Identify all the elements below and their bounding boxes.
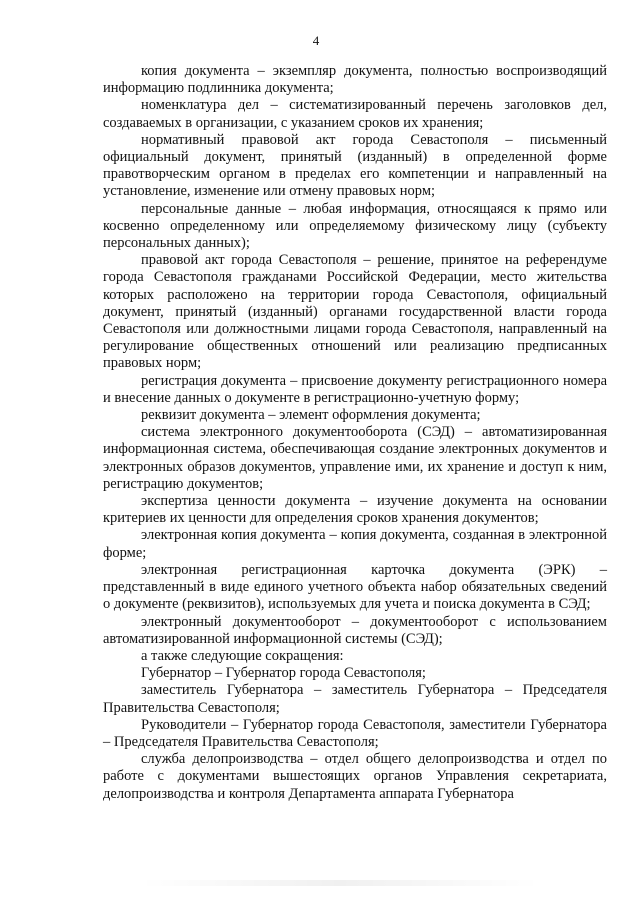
definition-paragraph: правовой акт города Севастополя – решение, принятое на референдуме города Севастополя гражданами Российской Федерации, место жительства которых расположено на территории города Севастополя, официальный документ, принятый (изданный) органами государственной власти города Севастополя или должностными лицами города Севастополя, направленный на регулирование общественных отношений или реализацию предписанных правовых норм;: [103, 252, 607, 372]
definition-paragraph: персональные данные – любая информация, относящаяся к прямо или косвенно определенному или определяемому физическому лицу (субъекту персональных данных);: [103, 200, 607, 252]
definition-paragraph: электронная регистрационная карточка документа (ЭРК) – представленный в виде единого учетного объекта набор обязательных сведений о документе (реквизитов), используемых для учета и поиска документа в СЭД;: [103, 561, 607, 613]
abbreviations-intro: а также следующие сокращения:: [141, 647, 344, 664]
abbreviation-paragraph: Руководители – Губернатор города Севастополя, заместители Губернатора – Председателя Правительства Севастополя;: [103, 716, 607, 750]
definition-paragraph: электронный документооборот – документооборот с использованием автоматизированной информационной системы (СЭД);: [103, 613, 607, 647]
abbreviation-paragraph: служба делопроизводства – отдел общего делопроизводства и отдел по работе с документами вышестоящих органов Управления секретариата, делопроизводства и контроля Департамента аппарата Губернатора: [103, 751, 607, 802]
page-number: 4: [312, 33, 320, 48]
definition-paragraph: регистрация документа – присвоение документу регистрационного номера и внесение данных о документе в регистрационно-учетную форму;: [103, 372, 607, 406]
definition-paragraph: копия документа – экземпляр документа, полностью воспроизводящий информацию подлинника документа;: [103, 63, 607, 97]
document-body: [103, 63, 607, 803]
definition-paragraph: номенклатура дел – систематизированный перечень заголовков дел, создаваемых в организации, с указанием сроков их хранения;: [103, 97, 607, 131]
definition-paragraph: экспертиза ценности документа – изучение документа на основании критериев их ценности для определения сроков хранения документов;: [103, 493, 607, 527]
abbreviation-paragraph: Губернатор – Губернатор города Севастополя;: [141, 665, 426, 682]
definition-paragraph: нормативный правовой акт города Севастополя – письменный официальный документ, принятый (изданный) в определенной форме правотворческим органом в пределах его компетенции и направленный на установление, изменение или отмену правовых норм;: [103, 131, 607, 200]
definition-paragraph: система электронного документооборота (СЭД) – автоматизированная информационная система, обеспечивающая создание электронных документов и электронных образов документов, управление ими, их хранение и доступ к ним, регистрацию документов;: [103, 424, 607, 492]
scan-artifact: [140, 880, 540, 886]
abbreviation-paragraph: заместитель Губернатора – заместитель Губернатора – Председателя Правительства Севастополя;: [103, 682, 607, 716]
definition-paragraph: реквизит документа – элемент оформления документа;: [141, 407, 481, 424]
definition-paragraph: электронная копия документа – копия документа, созданная в электронной форме;: [103, 527, 607, 561]
